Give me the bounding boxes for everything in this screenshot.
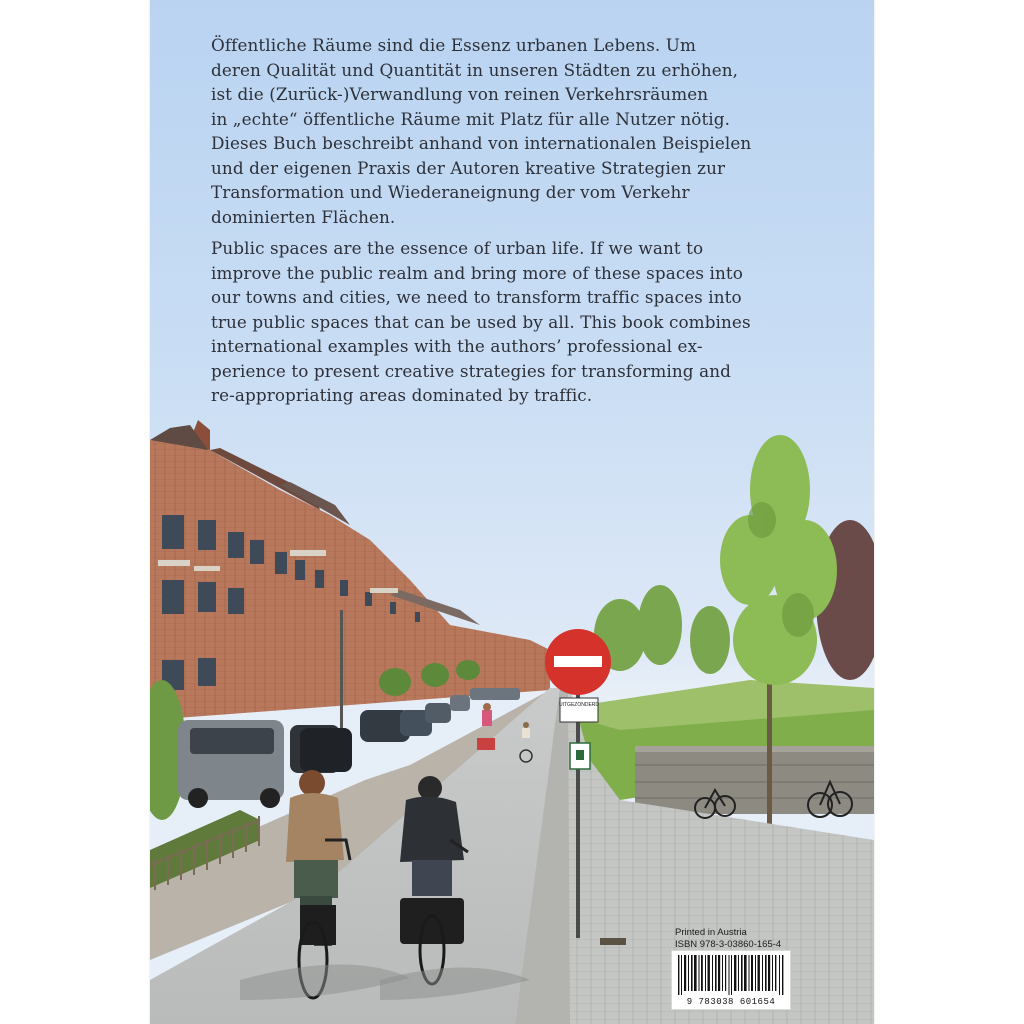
barcode [671, 950, 791, 1010]
blurb-line: Öffentliche Räume sind die Essenz urbanen Lebens. Um [211, 35, 697, 55]
blurb-line: our towns and cities, we need to transform traffic spaces into [211, 287, 742, 307]
blurb-line: Transformation und Wiederaneignung der vom Verkehr [211, 182, 690, 202]
imprint [675, 927, 781, 951]
blurb-line: international examples with the authors’ professional ex- [211, 336, 703, 356]
blurb-line: und der eigenen Praxis der Autoren kreative Strategien zur [211, 157, 726, 178]
printed-in: Printed in Austria [675, 927, 747, 938]
blurb-line: Public spaces are the essence of urban life. If we want to [211, 238, 704, 258]
sign-text: UITGEZONDERD [559, 702, 599, 708]
german-blurb [211, 33, 791, 229]
blurb-line: re-appropriating areas dominated by traffic. [211, 385, 593, 405]
barcode-bars [672, 953, 790, 999]
stone-wall [635, 748, 874, 814]
blurb-line: true public spaces that can be used by all. This book combines [211, 311, 751, 332]
book-back-cover [150, 0, 874, 1024]
blurb-line: improve the public realm and bring more of these spaces into [211, 262, 743, 283]
blurb-line: dominierten Flächen. [211, 206, 396, 227]
blurb-line: in „echte“ öffentliche Räume mit Platz für alle Nutzer nötig. [211, 108, 731, 129]
blurb-line: Dieses Buch beschreibt anhand von internationalen Beispielen [211, 133, 752, 153]
blurb-line: ist die (Zurück-)Verwandlung von reinen Verkehrsräumen [211, 84, 709, 104]
blurb-line: deren Qualität und Quantität in unseren Städten zu erhöhen, [211, 59, 739, 80]
isbn-text: ISBN 978-3-03860-165-4 [675, 939, 782, 950]
english-blurb [211, 236, 791, 408]
barcode-number: 9 783038 601654 [686, 997, 776, 1007]
blurb-line: perience to present creative strategies for transforming and [211, 360, 731, 381]
